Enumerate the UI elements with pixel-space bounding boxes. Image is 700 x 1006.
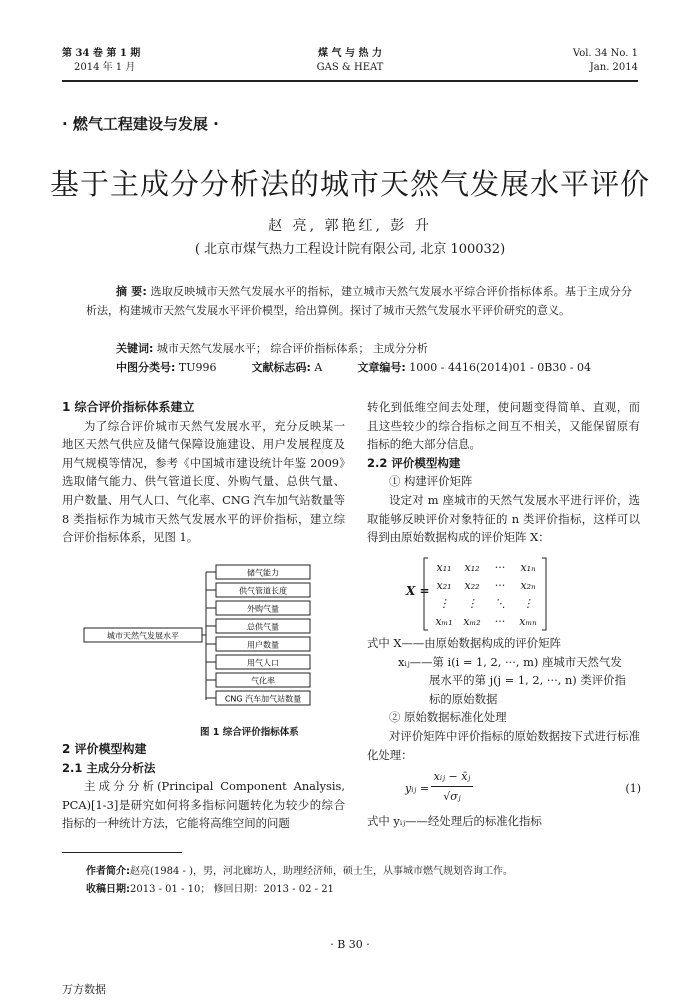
- article-label: 文章编号:: [357, 361, 406, 374]
- matrix-row: [430, 594, 542, 612]
- left-column-bottom: [62, 740, 345, 833]
- clc-value: TU996: [178, 361, 217, 374]
- footnote-dates-label: 收稿日期:: [86, 884, 130, 895]
- matrix-cell: ⋱: [494, 596, 506, 610]
- header-date-en: Jan. 2014: [589, 62, 638, 73]
- equation-denominator: √σⱼ: [443, 790, 461, 803]
- section-2-title: 2 评价模型构建: [62, 742, 147, 756]
- figure-item-label: 用户数量: [247, 640, 279, 650]
- matrix-x: [408, 556, 548, 632]
- where-1-b3: 标的原始数据: [429, 691, 498, 706]
- figure-item-label: 总供气量: [247, 622, 279, 632]
- header-volume: [62, 47, 140, 75]
- matrix-cell: xₘₙ: [519, 614, 537, 628]
- where-1-b1: xᵢⱼ——第 i(i = 1, 2, ···, m) 座城市天然气发: [398, 654, 622, 669]
- equation-1: [405, 770, 641, 810]
- equation-fraction-bar: [431, 786, 473, 787]
- matrix-cell: ⋮: [438, 596, 450, 610]
- matrix-cell: x₁₁: [436, 560, 452, 574]
- matrix-cell: x₂₂: [464, 578, 480, 592]
- header-journal-en: GAS & HEAT: [316, 62, 384, 73]
- paper-title: 基于主成分分析法的城市天然气发展水平评价: [49, 167, 650, 201]
- section-2-2-title: 2.2 评价模型构建: [367, 455, 461, 470]
- figure-item-label: 用气人口: [247, 658, 279, 668]
- right-column-top: [367, 398, 640, 547]
- step-2: ② 原始数据标准化处理: [389, 710, 507, 725]
- header-date-cn: 2014 年 1 月: [74, 62, 136, 73]
- authors: 赵 亮, 郭艳红, 彭 升: [268, 218, 432, 234]
- matrix-lhs: X =: [406, 584, 430, 598]
- where-2: 式中 yᵢⱼ——经处理后的标准化指标: [367, 814, 542, 828]
- matrix-cell: ···: [494, 614, 506, 628]
- figure-item-label: 储气能力: [247, 568, 279, 578]
- footnote-dates: [86, 880, 334, 895]
- article-value: 1000 - 4416(2014)01 - 0B30 - 04: [409, 361, 592, 374]
- section-2-1-title: 2.1 主成分分析法: [62, 760, 156, 775]
- matrix-cell: ···: [494, 560, 506, 574]
- matrix-cell: ⋮: [522, 596, 534, 610]
- abstract: [86, 282, 632, 320]
- matrix-cell: x₁₂: [464, 560, 480, 574]
- footnote-dates-text: 2013 - 01 - 10； 修回日期：2013 - 02 - 21: [130, 884, 334, 895]
- keywords: [116, 340, 428, 356]
- equation-number: (1): [625, 782, 641, 795]
- section-1-title: 1 综合评价指标体系建立: [62, 400, 195, 414]
- where-1-a: 式中 X——由原始数据构成的评价矩阵: [367, 636, 561, 650]
- matrix-cell: xₘ₁: [435, 614, 453, 628]
- figure-root-label: 城市天然气发展水平: [107, 631, 179, 641]
- footnote-author-text: 赵亮(1984 - )，男，河北廊坊人，助理经济师，硕士生，从事城市燃气规划咨询工作。: [130, 866, 513, 877]
- figure-1-caption: 图 1 综合评价指标体系: [200, 727, 299, 738]
- header-volume-en: [573, 47, 638, 75]
- matrix-row: [430, 576, 542, 594]
- matrix-cell: xₘ₂: [463, 614, 481, 628]
- step-1: ① 构建评价矩阵: [389, 474, 473, 489]
- footnote-author-label: 作者简介:: [86, 866, 130, 877]
- doc-label: 文献标志码:: [251, 361, 311, 374]
- figure-1: [62, 560, 345, 712]
- figure-item-label: CNG 汽车加气站数量: [224, 694, 302, 704]
- section-banner: · 燃气工程建设与发展 ·: [62, 115, 219, 133]
- page-number: · B 30 ·: [330, 938, 370, 951]
- matrix-row: [430, 558, 542, 576]
- keywords-text: 城市天然气发展水平； 综合评价指标体系； 主成分分析: [156, 342, 428, 355]
- figure-1-diagram: [62, 560, 345, 708]
- matrix-cell: ···: [494, 578, 506, 592]
- affiliation: ( 北京市煤气热力工程设计院有限公司, 北京 100032): [194, 242, 506, 257]
- matrix-cell: x₂ₙ: [520, 578, 536, 592]
- header-journal: [250, 47, 450, 75]
- matrix-grid: [430, 558, 542, 630]
- clc-label: 中图分类号:: [116, 361, 176, 374]
- watermark: 万方数据: [62, 983, 106, 996]
- abstract-label: 摘 要:: [116, 285, 147, 298]
- right-paragraph-1: 转化到低维空间去处理，使问题变得简单、直观，而且这些较少的综合指标之间互不相关，又能保留原有指标的绝大部分信息。: [367, 400, 640, 452]
- matrix-cell: ⋮: [466, 596, 478, 610]
- equation-numerator: xᵢⱼ − x̄ⱼ: [433, 770, 471, 783]
- footnote-author: [86, 862, 513, 877]
- header-vol-cn: 第 34 卷 第 1 期: [62, 48, 141, 59]
- doc-value: A: [314, 361, 323, 374]
- where-1-b2: 展水平的第 j(j = 1, 2, ···, n) 类评价指: [429, 673, 626, 688]
- figure-item-label: 气化率: [251, 676, 275, 686]
- matrix-cell: x₁ₙ: [520, 560, 536, 574]
- figure-item-label: 供气管道长度: [239, 586, 287, 596]
- keywords-label: 关键词:: [116, 342, 154, 355]
- abstract-text: 选取反映城市天然气发展水平的指标，建立城市天然气发展水平综合评价指标体系。基于主成分分析法，构建城市天然气发展水平评价模型，给出算例。探讨了城市天然气发展水平评价研究的意义。: [86, 285, 633, 317]
- classification: [116, 359, 591, 375]
- right-paragraph-3: 对评价矩阵中评价指标的原始数据按下式进行标准化处理：: [367, 728, 640, 762]
- header-rule: [62, 80, 638, 82]
- section-2-1-paragraph: 主成分分析(Principal Component Analysis, PCA)[1-3]是研究如何将多指标问题转化为较少的综合指标的一种统计方法，它能将高维空间的问题: [62, 779, 345, 831]
- equation-lhs: yᵢⱼ =: [405, 782, 430, 795]
- figure-item-label: 外购气量: [247, 604, 279, 614]
- matrix-cell: x₂₁: [436, 578, 452, 592]
- footnote-rule: [62, 852, 182, 853]
- header-journal-cn: 煤 气 与 热 力: [318, 48, 382, 59]
- right-column-bottom: [367, 634, 640, 764]
- header-vol-en: Vol. 34 No. 1: [572, 48, 638, 59]
- section-1-paragraph: 为了综合评价城市天然气发展水平，充分反映某一地区天然气供应及储气保障设施建设、用户发展程度及用气规模等情况，参考《中国城市建设统计年鉴 2009》选取储气能力、供气管道长度、外购气量、总供气量、用户数量、用气人口、气化率、CNG 汽车加气站数量等 8 类指标作为城市天然气发展水平的评价指标，建立综合评价指标体系，见图 1。: [62, 418, 345, 545]
- left-column-top: [62, 398, 345, 547]
- right-paragraph-2: 设定对 m 座城市的天然气发展水平进行评价，选取能够反映评价对象特征的 n 类评价指标，这样可以得到由原始数据构成的评价矩阵 X：: [367, 492, 640, 545]
- matrix-row: [430, 612, 542, 630]
